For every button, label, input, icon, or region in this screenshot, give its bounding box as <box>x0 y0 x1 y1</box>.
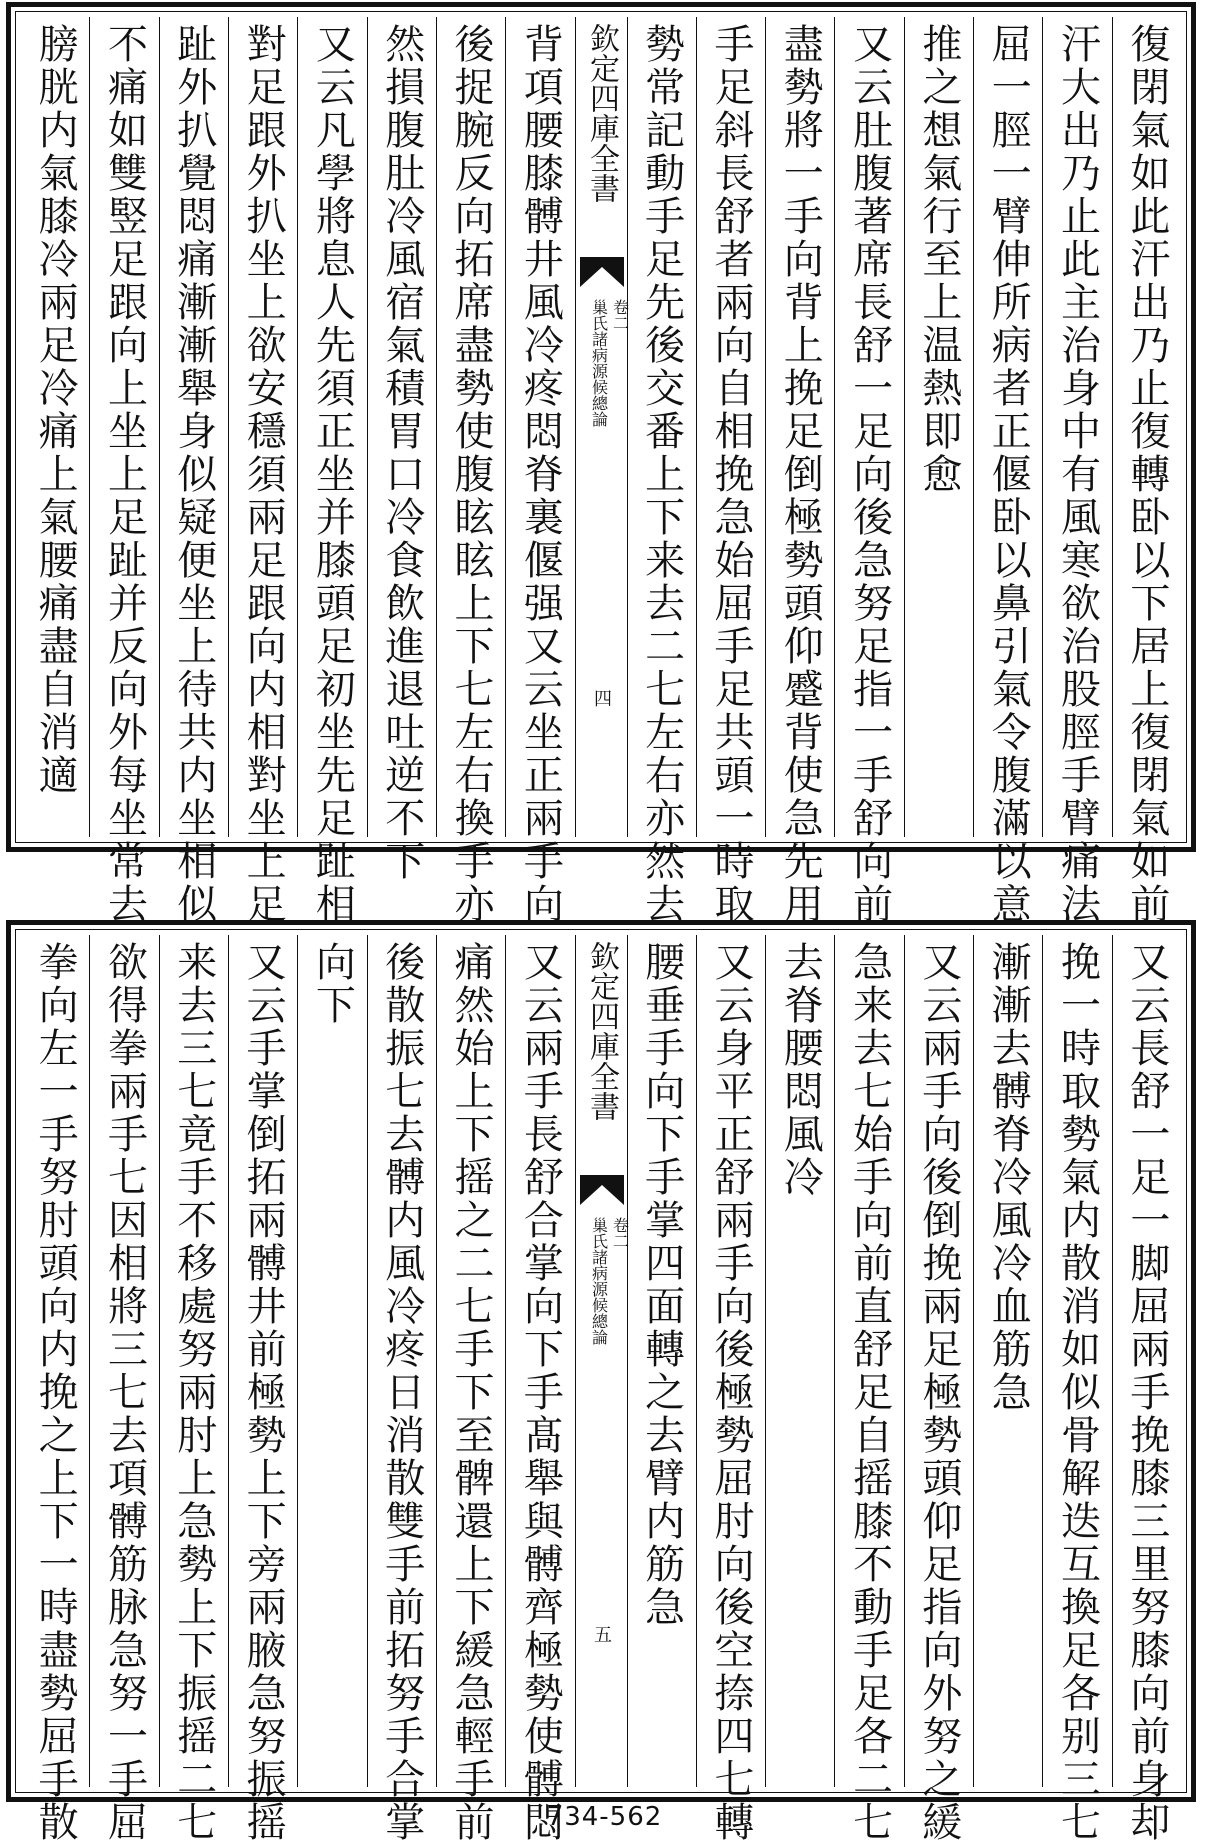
banner-page-number: 五 <box>591 1625 612 1643</box>
text-column <box>1112 935 1181 1844</box>
text-column <box>834 17 903 926</box>
column-text: 向下 <box>309 941 356 1027</box>
banner-volume: 卷二 <box>610 1217 630 1249</box>
column-text: 勢常記動手足先後交番上下来去二七左右亦然去 <box>638 23 685 926</box>
text-column <box>505 935 574 1844</box>
text-column <box>159 935 228 1844</box>
text-column <box>297 935 366 1787</box>
column-text: 拳向左一手努肘頭向内挽之上下一時盡勢屈手散 <box>32 941 79 1844</box>
text-column <box>505 17 574 926</box>
fishtail-ornament-icon <box>580 257 624 287</box>
text-column <box>696 17 765 926</box>
text-column <box>627 17 696 926</box>
fishtail-ornament-icon <box>580 1175 624 1205</box>
column-text: 痛然始上下摇之二七手下至髀還上下緩急輕手前 <box>448 941 495 1844</box>
column-text: 推之想氣行至上温熱即愈 <box>915 23 962 496</box>
column-text: 腰垂手向下手掌四面轉之去臂内筋急 <box>638 941 685 1629</box>
text-column <box>228 17 297 926</box>
column-text: 背項腰膝髆井風冷疼悶脊裏偃强又云坐正兩手向 <box>517 23 564 926</box>
text-column <box>297 17 366 926</box>
center-banner <box>575 935 630 1787</box>
column-text: 然損腹肚冷風宿氣積胃口冷食飲進退吐逆不下 <box>378 23 425 883</box>
text-column <box>159 17 228 926</box>
text-column <box>1042 17 1111 926</box>
column-text: 又云兩手向後倒挽兩足極勢頭仰足指向外努之緩 <box>915 941 962 1844</box>
column-text: 来去三七竟手不移處努兩肘上急勢上下振摇二七 <box>170 941 217 1844</box>
column-text: 後捉腕反向拓席盡勢使腹眩眩上下七左右換手亦 <box>448 23 495 926</box>
column-text: 欲得拳兩手七因相將三七去項髆筋脉急努一手屈 <box>101 941 148 1844</box>
banner-title: 欽定四庫全書 <box>584 23 619 203</box>
text-column <box>1042 935 1111 1844</box>
column-text: 又云兩手長舒合掌向下手髙舉與髆齊極勢使髆悶 <box>517 941 564 1844</box>
column-text: 又云手掌倒拓兩髆井前極勢上下旁兩腋急努振摇 <box>240 941 287 1844</box>
text-column <box>834 935 903 1844</box>
text-column <box>228 935 297 1844</box>
text-column <box>765 935 834 1787</box>
upper-text-columns <box>21 17 1181 926</box>
column-text: 去脊腰悶風冷 <box>777 941 824 1199</box>
column-text: 挽一時取勢氣内散消如似骨解迭互換足各别三七 <box>1054 941 1101 1844</box>
page-reference-code: 734-562 <box>546 1802 663 1832</box>
text-column <box>904 17 973 837</box>
column-text: 又云長舒一足一脚屈兩手挽膝三里努膝向前身却 <box>1123 941 1170 1844</box>
column-text: 屈一脛一臂伸所病者正偃卧以鼻引氣令腹滿以意 <box>985 23 1032 926</box>
text-column <box>21 935 89 1844</box>
text-column <box>904 935 973 1844</box>
text-column <box>21 17 89 837</box>
column-text: 盡勢將一手向背上挽足倒極勢頭仰蹙背使急先用 <box>777 23 824 926</box>
text-column <box>367 935 436 1844</box>
column-text: 對足跟外扒坐上欲安穩須兩足跟向内相對坐上足 <box>240 23 287 926</box>
banner-source: 巢氏諸病源候總論 <box>589 1217 609 1345</box>
text-column <box>436 935 505 1844</box>
text-column <box>436 17 505 926</box>
column-text: 急来去七始手向前直舒足自摇膝不動手足各二七 <box>846 941 893 1844</box>
text-column <box>973 17 1042 926</box>
banner-volume: 卷二 <box>610 299 630 331</box>
column-text: 又云身平正舒兩手向後極勢屈肘向後空捺四七轉 <box>707 941 754 1844</box>
center-banner <box>575 17 630 837</box>
text-column <box>973 935 1042 1787</box>
column-text: 汗大出乃止此主治身中有風寒欲治股脛手臂痛法 <box>1054 23 1101 926</box>
column-text: 復閉氣如此汗出乃止復轉卧以下居上復閉氣如前 <box>1123 23 1170 926</box>
text-column <box>765 17 834 926</box>
banner-source: 巢氏諸病源候總論 <box>589 299 609 427</box>
column-text: 手足斜長舒者兩向自相挽急始屈手足共頭一時取 <box>707 23 754 926</box>
upper-book-page <box>6 2 1196 926</box>
text-column <box>627 935 696 1787</box>
column-text: 後散振七去髆内風冷疼日消散雙手前拓努手合掌 <box>378 941 425 1844</box>
banner-page-number: 四 <box>591 689 612 707</box>
text-column <box>89 17 158 926</box>
column-text: 又云凡學將息人先須正坐并膝頭足初坐先足趾相 <box>309 23 356 926</box>
text-column <box>1112 17 1181 926</box>
column-text: 趾外扒覺悶痛漸漸舉身似疑便坐上待共内坐相似 <box>170 23 217 926</box>
text-column <box>696 935 765 1844</box>
column-text: 膀胱内氣膝冷兩足冷痛上氣腰痛盡自消適 <box>32 23 79 797</box>
column-text: 漸漸去髆脊冷風冷血筋急 <box>985 941 1032 1414</box>
banner-title: 欽定四庫全書 <box>584 941 619 1121</box>
column-text: 不痛如雙竪足跟向上坐上足趾并反向外每坐常去 <box>101 23 148 926</box>
text-column <box>367 17 436 883</box>
text-column <box>89 935 158 1844</box>
column-text: 又云肚腹著席長舒一足向後急努足指一手舒向前 <box>846 23 893 926</box>
